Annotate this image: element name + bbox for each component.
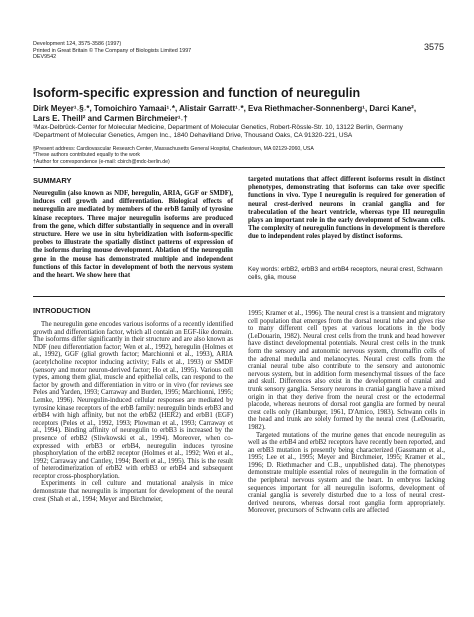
correspondence-note: †Author for correspondence (e-mail: cbirch@mdc-berlin.de) — [33, 158, 170, 165]
journal-header — [33, 41, 191, 61]
author-list — [33, 104, 445, 124]
summary-text-left: Neuregulin (also known as NDF, heregulin, ARIA, GGF or SMDF), induces cell growth and differentiation. Biological effects of neuregulin are mediated by members of the erbB family of tyrosine kinase receptors. Three major neuregulin isoforms are produced from the gene, which differ substantially in sequence and in overall structure. Here we use in situ hybridization with isoform-specific probes to illustrate the spatially distinct patterns of expression of the isoforms during mouse development. Ablation of the neuregulin gene in the mouse has demonstrated multiple and independent functions of this factor in development of both the nervous system and the heart. We show here that — [33, 190, 233, 280]
present-address-note: §Present address: Cardiovascular Research Center, Massachusetts General Hospital, Charlestown, MA 02129-2060, USA — [33, 146, 314, 152]
introduction-right-column — [248, 310, 445, 515]
summary-heading: SUMMARY — [33, 176, 72, 185]
keywords: Key words: erbB2, erbB3 and erbB4 receptors, neural crest, Schwann cells, glia, mouse — [248, 266, 443, 281]
introduction-heading: INTRODUCTION — [33, 306, 91, 315]
intro-paragraph-4: Targeted mutations of the murine genes that encode neuregulin as well as the erbB4 and erbB2 receptors have recently been reported, and an erbB3 mutation is presently being characterized (Gassmann et al., 1995; Lee et al., 1995; Meyer and Birchmeier, 1995; Kramer et al., 1996; D. Riethmacher and C.B., unpublished data). The phenotypes demonstrate multiple essential roles of neuregulin in the formation of the peripheral nervous system and the heart. In embryos lacking sequences important for all neuregulin isoforms, development of cranial ganglia is severely disturbed due to a loss of neural crest-derived neurons, whereas dorsal root ganglia form appropriately. Moreover, precursors of Schwann cells are affected — [248, 431, 445, 515]
article-code: DEV9542 — [33, 54, 57, 61]
intro-paragraph-2: Experiments in cell culture and mutational analysis in mice demonstrate that neuregulin is important for development of the neural crest (Shah et al., 1994; Meyer and Birchmeier, — [33, 480, 233, 503]
intro-paragraph-3: 1995; Kramer et al., 1996). The neural crest is a transient and migratory cell population that emerges from the dorsal neural tube and gives rise to many different cell types at various locations in the body (LeDouarin, 1982). Neural crest cells from the trunk and head however have distinct developmental potentials. Neural crest cells in the trunk form the sensory and autonomic nervous system, chromaffin cells of the adrenal medulla and melanocytes. Neural crest cells from the cranial neural tube also contribute to the sensory and autonomic nervous system, but in addition form mesenchymal tissues of the face and skull. Differences also exist in the development of cranial and trunk sensory ganglia. Sensory neurons in cranial ganglia have a mixed origin in that they derive from the neural crest or the ectodermal placode, whereas neurons of dorsal root ganglia are formed by neural crest cells only (Hamburger, 1961, D'Amico, 1983). Schwann cells in the head and trunk are solely formed by the neural crest (LeDouarin, 1982). — [248, 310, 445, 431]
page-number: 3575 — [424, 42, 445, 52]
summary-text-right: targeted mutations that affect different isoforms result in distinct phenotypes, demonstrating that isoforms can take over specific functions in vivo. Type I neuregulin is required for generation of neural crest-derived neurons in cranial ganglia and for trabeculation of the heart ventricle, whereas type III neuregulin plays an important role in the early development of Schwann cells. The complexity of neuregulin functions in development is therefore due to independent roles played by distinct isoforms. — [248, 176, 445, 241]
author-notes — [33, 146, 445, 165]
equal-contribution-note: *These authors contributed equally to the work — [33, 152, 140, 159]
divider-top — [33, 167, 445, 168]
affiliations — [33, 124, 445, 141]
intro-paragraph-1: The neuregulin gene encodes various isoforms of a recently identified growth and differentiation factor, which all contain an EGF-like domain. The isoforms differ significantly in their structure and are also known as NDF (neu differentiation factor; Wen et al., 1992), heregulin (Holmes et al., 1992), GGF (glial growth factor; Marchionni et al., 1993), ARIA (acetylcholine receptor inducing activity; Falls et al., 1993) or SMDF (sensory and motor neuron-derived factor; Ho et al., 1995). Various cell types, among them glial, muscle and epithelial cells, can respond to the factor by growth and differentiation in vitro or in vivo (for reviews see Peles and Yarden, 1993; Carraway and Burden, 1995; Marchionni, 1995; Lemke, 1996). Neuregulin-induced cellular responses are mediated by tyrosine kinase receptors of the erbB family: neuregulin binds erbB3 and erbB4 with high affinity, but not the erbB2 (HER2) and erbB1 (EGF) receptors (Peles et al., 1992, 1993; Plowman et al., 1993; Carraway et al., 1994). Binding affinity of neuregulin to erbB3 is increased by the presence of erbB2 (Sliwkowski et al., 1994). Moreover, when co-expressed with erbB3 or erbB4, neuregulin induces tyrosine phosphorylation of the erbB2 receptor (Holmes et al., 1992; Wen et al., 1992; Carraway and Cantley, 1994; Beerli et al., 1995). This is the result of heterodimerization of erbB2 with erbB3 or erbB4 and subsequent receptor cross-phosphorylation. — [33, 321, 233, 480]
authors-line-2: Lars E. Theill² and Carmen Birchmeier¹˒† — [33, 114, 188, 123]
paper-title: Isoform-specific expression and function of neuregulin — [33, 86, 361, 100]
divider-summary — [33, 296, 445, 297]
journal-citation: Development 124, 3575-3586 (1997) — [33, 41, 122, 47]
authors-line-1: Dirk Meyer¹˒§˒*, Tomoichiro Yamaai¹˒*, Alistair Garratt¹˒*, Eva Riethmacher-Sonnenberg¹, Darci Kane², — [33, 104, 417, 113]
introduction-left-column — [33, 321, 233, 503]
affiliation-2: ²Department of Molecular Genetics, Amgen Inc., 1840 Dehavilland Drive, Thousand Oaks, CA 91320-221, USA — [33, 132, 353, 140]
copyright-line: Printed in Great Britain © The Company of Biologists Limited 1997 — [33, 47, 192, 54]
affiliation-1: ¹Max-Delbrück-Center for Molecular Medicine, Department of Molecular Genetics, Robert-Rössle-Str. 10, 13122 Berlin, Germany — [33, 124, 403, 131]
